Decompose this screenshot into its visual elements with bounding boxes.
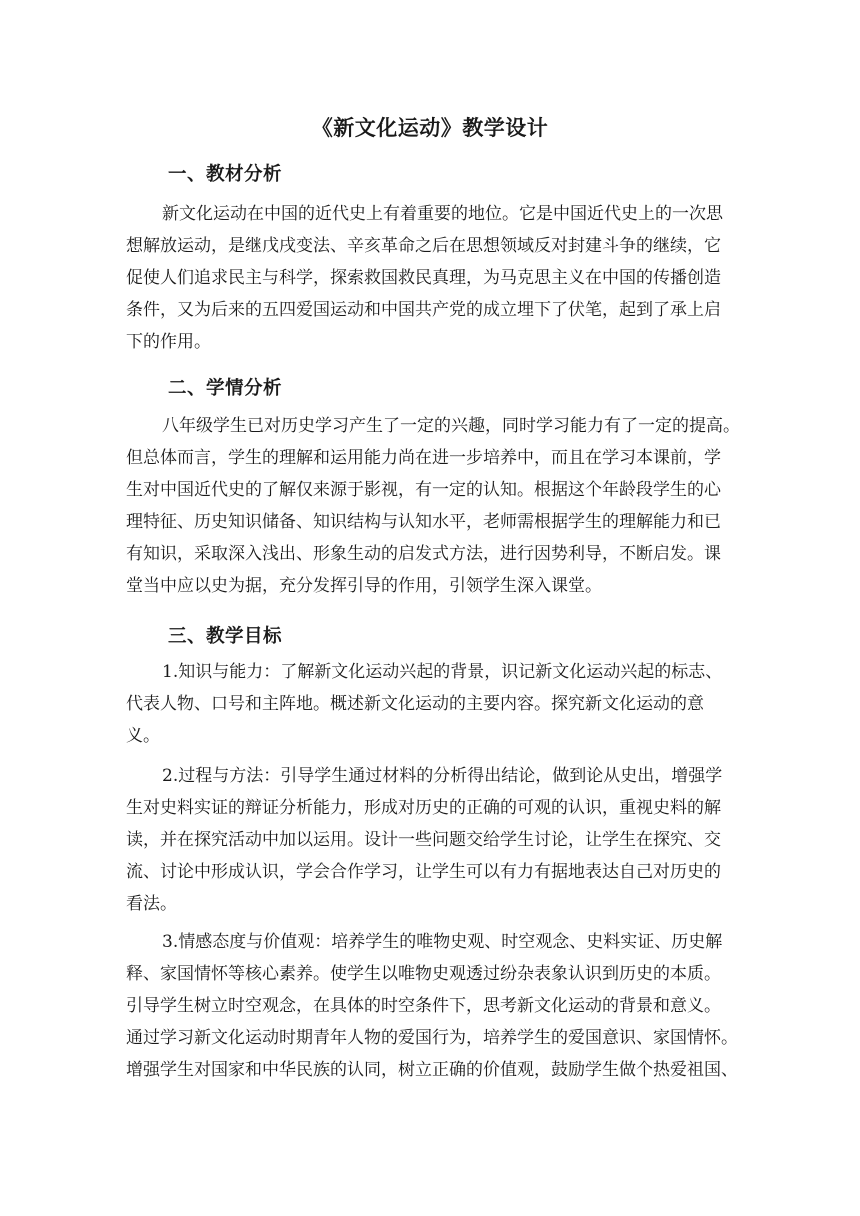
document-title: 《新文化运动》教学设计 xyxy=(311,116,549,140)
paragraph-line: 释、家国情怀等核心素养。使学生以唯物史观透过纷杂表象认识到历史的本质。 xyxy=(126,964,721,984)
paragraph-line: 生对中国近代史的了解仅来源于影视，有一定的认知。根据这个年龄段学生的心 xyxy=(126,480,721,500)
paragraph-line: 流、讨论中形成认识，学会合作学习，让学生可以有力有据地表达自己对历史的 xyxy=(126,862,721,882)
paragraph-line: 看法。 xyxy=(126,894,177,914)
paragraph-line: 生对史料实证的辩证分析能力，形成对历史的正确的可观的认识，重视史料的解 xyxy=(126,798,721,818)
paragraph-line: 1.知识与能力：了解新文化运动兴起的背景，识记新文化运动兴起的标志、 xyxy=(162,662,723,682)
paragraph-line: 引导学生树立时空观念，在具体的时空条件下，思考新文化运动的背景和意义。 xyxy=(126,996,721,1016)
paragraph-textbook-analysis xyxy=(126,198,734,358)
section-heading-teaching-goals: 三、教学目标 xyxy=(168,626,283,647)
paragraph-line: 2.过程与方法：引导学生通过材料的分析得出结论，做到论从史出，增强学 xyxy=(162,766,723,786)
paragraph-line: 读，并在探究活动中加以运用。设计一些问题交给学生讨论，让学生在探究、交 xyxy=(126,830,721,850)
paragraph-line: 有知识，采取深入浅出、形象生动的启发式方法，进行因势利导，不断启发。课 xyxy=(126,544,721,564)
paragraph-line: 八年级学生已对历史学习产生了一定的兴趣，同时学习能力有了一定的提高。 xyxy=(162,416,740,436)
paragraph-line: 堂当中应以史为据，充分发挥引导的作用，引领学生深入课堂。 xyxy=(126,576,602,596)
paragraph-line: 促使人们追求民主与科学，探索救国救民真理，为马克思主义在中国的传播创造 xyxy=(126,268,721,288)
paragraph-line: 想解放运动，是继戊戌变法、辛亥革命之后在思想领域反对封建斗争的继续，它 xyxy=(126,236,721,256)
paragraph-line: 条件，又为后来的五四爱国运动和中国共产党的成立埋下了伏笔，起到了承上启 xyxy=(126,300,721,320)
section-heading-textbook-analysis: 一、教材分析 xyxy=(168,164,283,185)
paragraph-learner-analysis xyxy=(126,410,740,602)
paragraph-line: 代表人物、口号和主阵地。概述新文化运动的主要内容。探究新文化运动的意 xyxy=(126,694,704,714)
paragraph-line: 增强学生对国家和中华民族的认同，树立正确的价值观，鼓励学生做个热爱祖国、 xyxy=(126,1060,738,1080)
section-heading-learner-analysis: 二、学情分析 xyxy=(168,378,283,399)
paragraph-line: 通过学习新文化运动时期青年人物的爱国行为，培养学生的爱国意识、家国情怀。 xyxy=(126,1028,738,1048)
paragraph-goal-process xyxy=(126,760,734,920)
paragraph-line: 3.情感态度与价值观：培养学生的唯物史观、时空观念、史料实证、历史解 xyxy=(162,932,723,952)
paragraph-line: 但总体而言，学生的理解和运用能力尚在进一步培养中，而且在学习本课前，学 xyxy=(126,448,721,468)
paragraph-goal-knowledge xyxy=(126,656,734,752)
paragraph-line: 理特征、历史知识储备、知识结构与认知水平，老师需根据学生的理解能力和已 xyxy=(126,512,721,532)
paragraph-line: 新文化运动在中国的近代史上有着重要的地位。它是中国近代史上的一次思 xyxy=(162,204,723,224)
paragraph-line: 义。 xyxy=(126,726,160,746)
paragraph-line: 下的作用。 xyxy=(126,332,211,352)
paragraph-goal-values xyxy=(126,926,738,1086)
